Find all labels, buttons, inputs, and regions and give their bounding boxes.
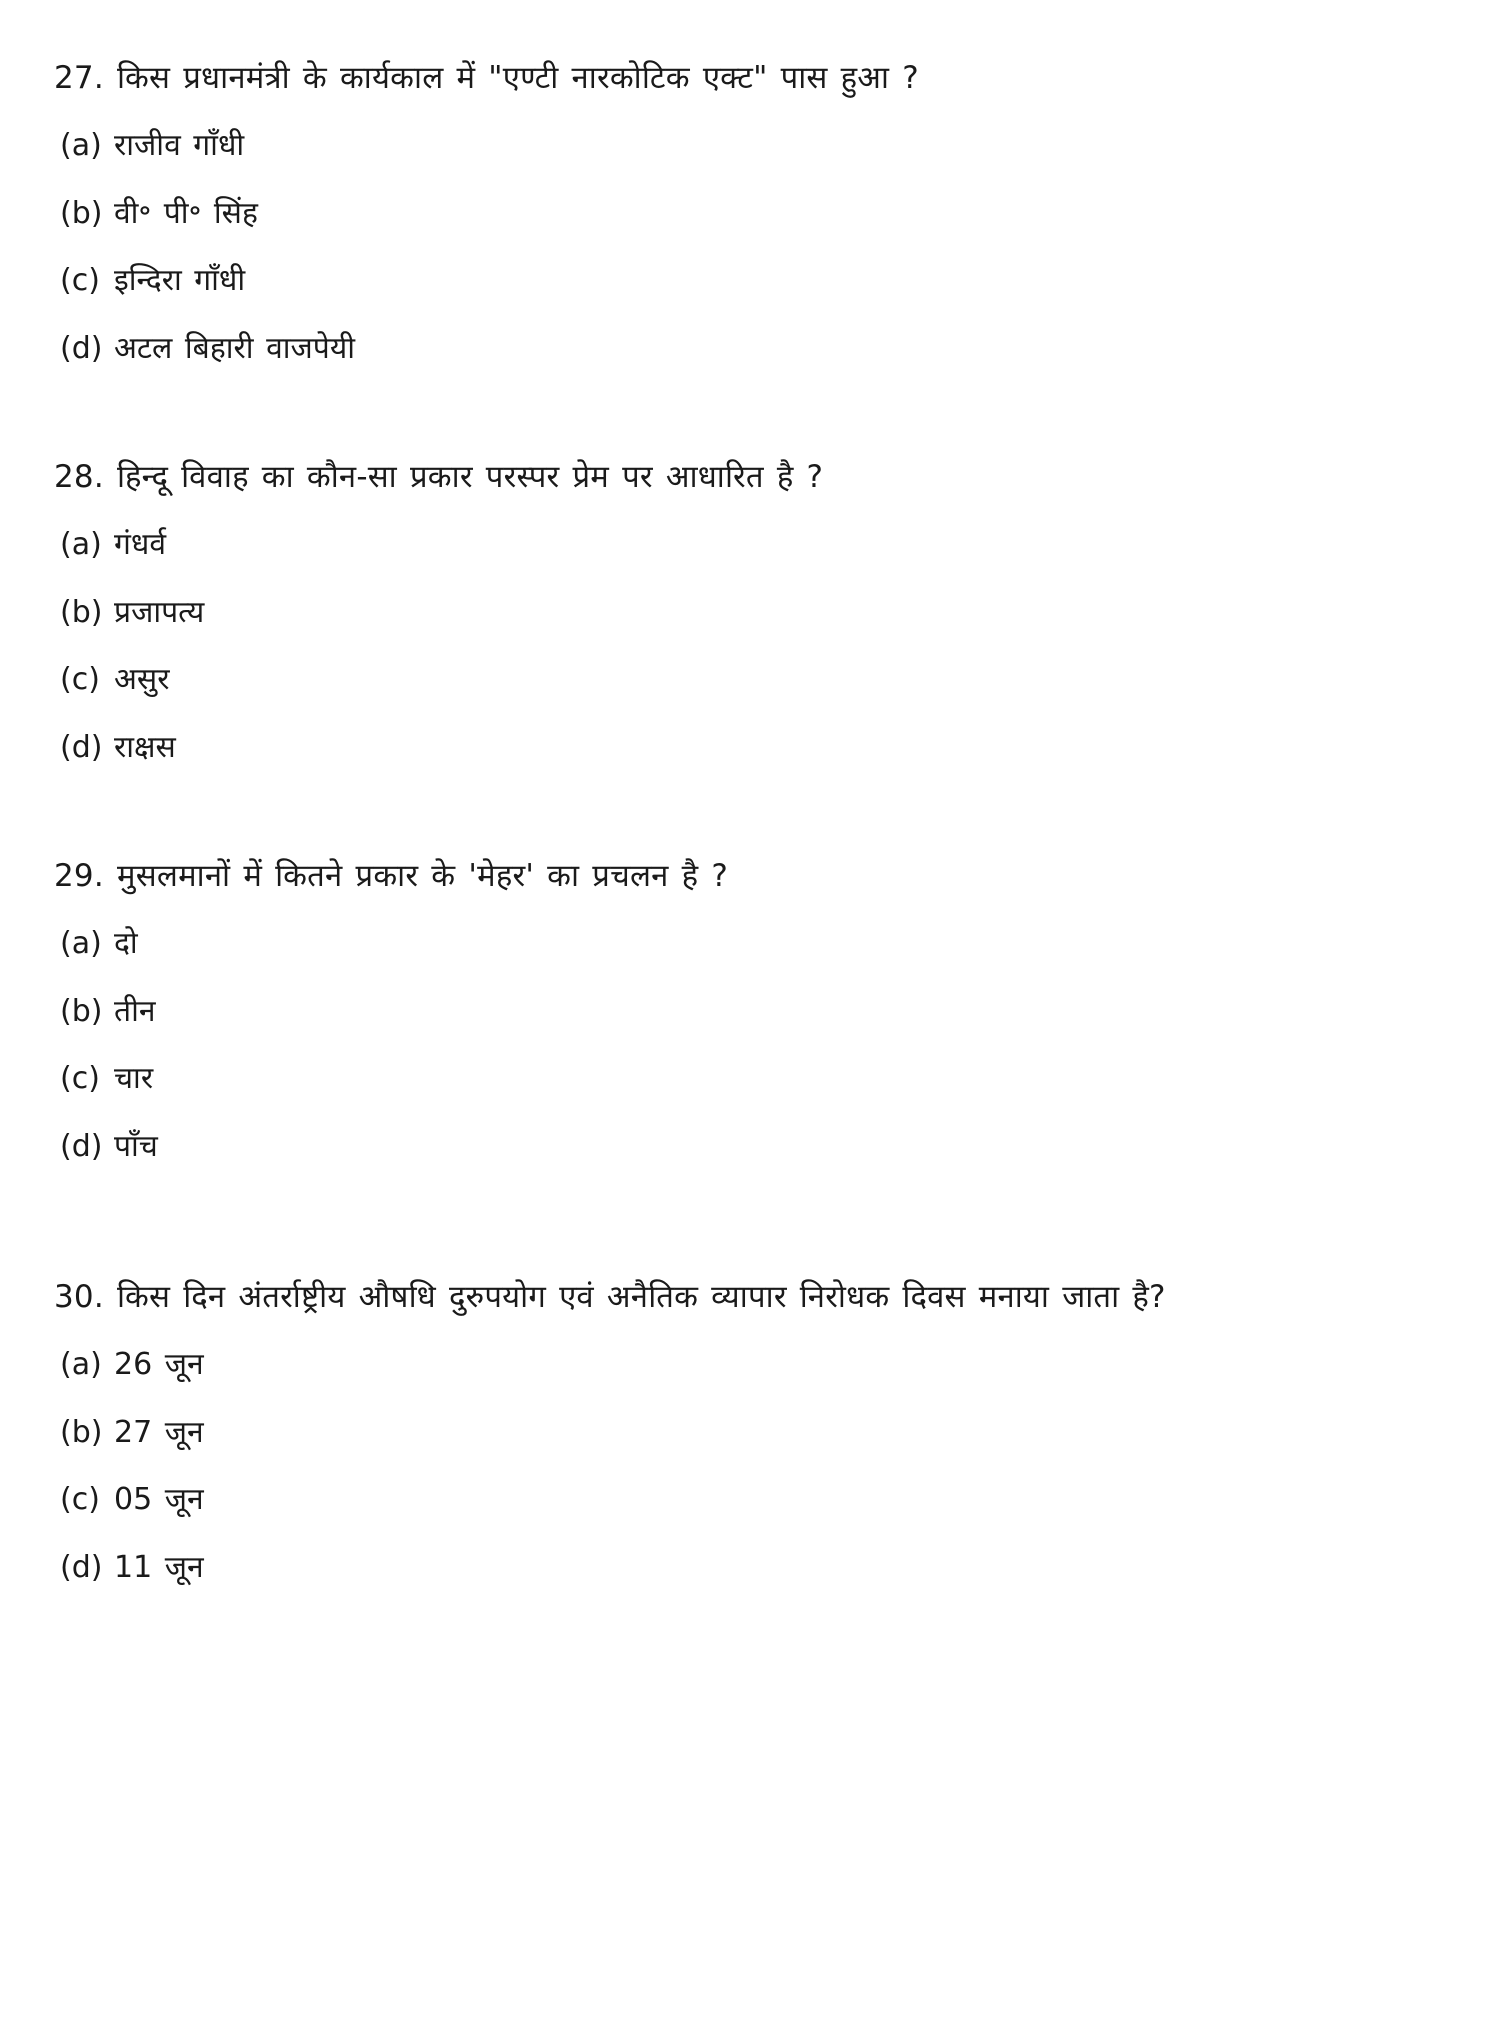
list-item[interactable] <box>52 261 1441 302</box>
option-label: (a) <box>60 1347 102 1383</box>
option-label: (a) <box>60 926 102 962</box>
question-text <box>52 455 1441 499</box>
option-label: (a) <box>60 128 102 164</box>
question-number: 28. <box>54 459 104 496</box>
question-block <box>52 854 1441 1167</box>
question-number: 30. <box>54 1279 104 1316</box>
option-label: (d) <box>60 1549 103 1585</box>
list-item[interactable] <box>52 1413 1441 1454</box>
option-label: (b) <box>60 1414 103 1450</box>
option-text: 05 जून <box>114 1482 204 1518</box>
option-label: (c) <box>60 263 100 299</box>
option-text: दो <box>114 926 138 962</box>
option-label: (c) <box>60 1061 100 1097</box>
option-label: (c) <box>60 1482 100 1518</box>
question-body: मुसलमानों में कितने प्रकार के 'मेहर' का प्रचलन है ? <box>116 858 728 895</box>
list-item[interactable] <box>52 126 1441 167</box>
question-body: किस दिन अंतर्राष्ट्रीय औषधि दुरुपयोग एवं अनैतिक व्यापार निरोधक दिवस मनाया जाता है? <box>116 1279 1166 1316</box>
option-text: वी॰ पी॰ सिंह <box>114 195 258 231</box>
question-text <box>52 854 1441 898</box>
option-text: असुर <box>114 662 170 698</box>
list-item[interactable] <box>52 924 1441 965</box>
question-block <box>52 455 1441 768</box>
list-item[interactable] <box>52 329 1441 370</box>
option-list <box>52 126 1441 369</box>
list-item[interactable] <box>52 992 1441 1033</box>
option-list <box>52 1345 1441 1588</box>
option-text: चार <box>114 1061 154 1097</box>
option-text: 26 जून <box>114 1347 204 1383</box>
option-label: (c) <box>60 662 100 698</box>
option-text: राक्षस <box>114 729 176 765</box>
question-block <box>52 1275 1441 1588</box>
option-text: पाँच <box>114 1128 158 1164</box>
question-block <box>52 56 1441 369</box>
option-label: (d) <box>60 1128 103 1164</box>
list-item[interactable] <box>52 525 1441 566</box>
option-label: (d) <box>60 729 103 765</box>
list-item[interactable] <box>52 1059 1441 1100</box>
option-label: (d) <box>60 330 103 366</box>
question-body: हिन्दू विवाह का कौन-सा प्रकार परस्पर प्रेम पर आधारित है ? <box>116 459 824 496</box>
option-text: प्रजापत्य <box>114 594 205 630</box>
list-item[interactable] <box>52 194 1441 235</box>
option-text: गंधर्व <box>114 527 167 563</box>
option-list <box>52 525 1441 768</box>
option-label: (a) <box>60 527 102 563</box>
option-label: (b) <box>60 993 103 1029</box>
question-number: 29. <box>54 858 104 895</box>
list-item[interactable] <box>52 728 1441 769</box>
list-item[interactable] <box>52 660 1441 701</box>
list-item[interactable] <box>52 1548 1441 1589</box>
question-body: किस प्रधानमंत्री के कार्यकाल में "एण्टी नारकोटिक एक्ट" पास हुआ ? <box>116 60 919 96</box>
option-label: (b) <box>60 195 103 231</box>
question-text <box>52 1275 1441 1319</box>
list-item[interactable] <box>52 1480 1441 1521</box>
option-text: 11 जून <box>114 1549 204 1585</box>
question-text <box>52 56 1441 100</box>
option-text: तीन <box>114 993 156 1029</box>
list-item[interactable] <box>52 593 1441 634</box>
question-number: 27. <box>54 60 104 96</box>
option-label: (b) <box>60 594 103 630</box>
list-item[interactable] <box>52 1345 1441 1386</box>
list-item[interactable] <box>52 1127 1441 1168</box>
option-text: अटल बिहारी वाजपेयी <box>114 330 356 366</box>
option-text: राजीव गाँधी <box>114 128 245 164</box>
option-text: 27 जून <box>114 1414 204 1450</box>
option-text: इन्दिरा गाँधी <box>114 263 246 299</box>
option-list <box>52 924 1441 1167</box>
